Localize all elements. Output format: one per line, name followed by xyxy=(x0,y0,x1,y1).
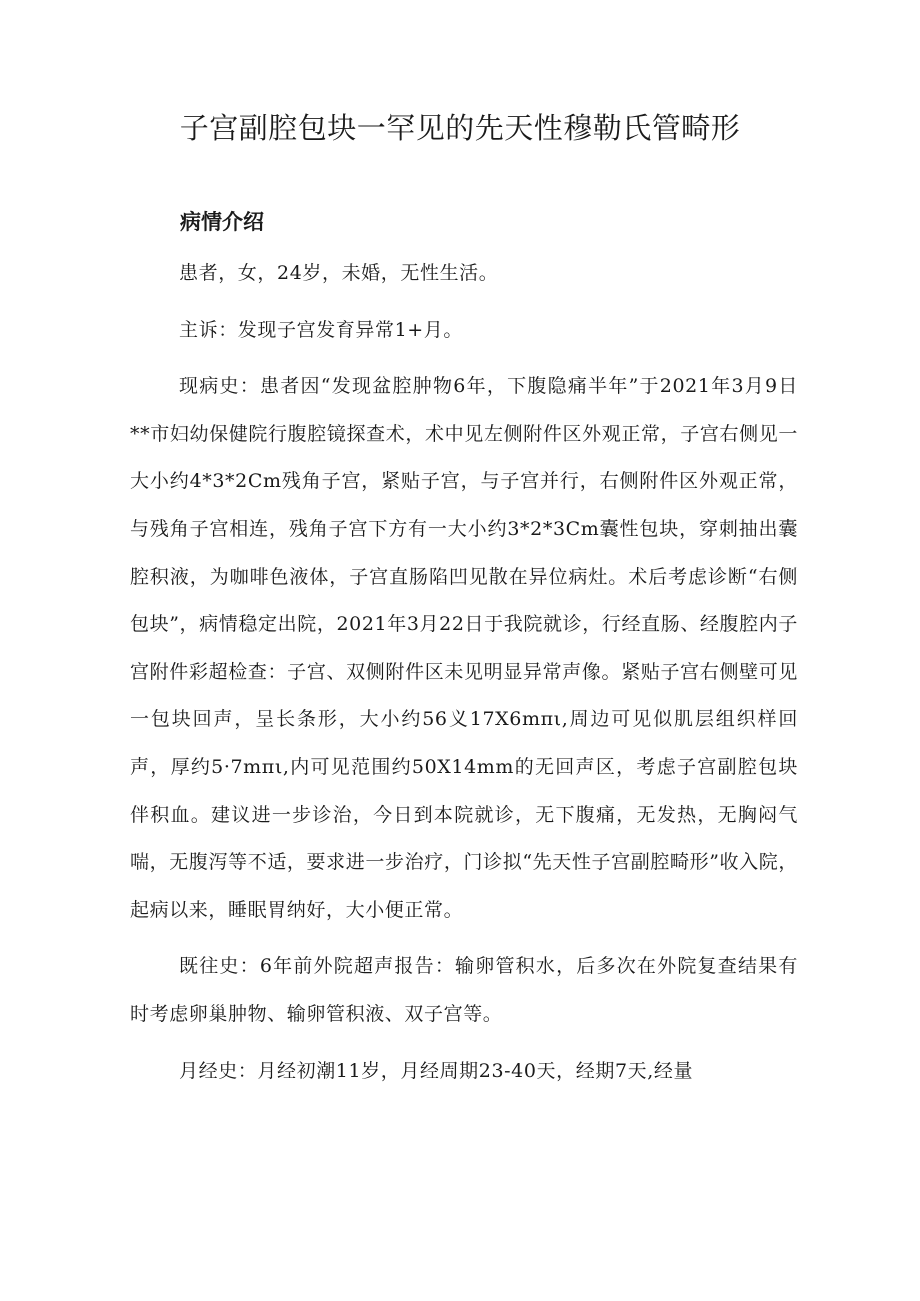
patient-info-paragraph: 患者，女，24岁，未婚，无性生活。 xyxy=(179,262,499,284)
document-title: 子宫副腔包块一罕见的先天性穆勒氏管畸形 xyxy=(179,111,741,145)
menstrual-history-paragraph: 月经史：月经初潮11岁，月经周期23-40天，经期7天,经量 xyxy=(179,1059,694,1082)
section-heading: 病情介绍 xyxy=(180,210,264,234)
present-history-paragraph: 现病史：患者因“发现盆腔肿物6年，下腹隐痛半年”于2021年3月9日**市妇幼保健院行腹腔镜探查术，术中见左侧附件区外观正常，子宫右侧见一大小约4*3*2Cm残角子宫，紧贴子宫，与子宫并行，右侧附件区外观正常，与残角子宫相连，残角子宫下方有一大小约3*2*3Cm囊性包块，穿刺抽出囊腔积液，为咖啡色液体，子宫直肠陷凹见散在异位病灶。术后考虑诊断“右侧包块”，病情稳定出院，2021年3月22日于我院就诊，行经直肠、经腹腔内子宫附件彩超检查：子宫、双侧附件区未见明显异常声像。紧贴子宫右侧壁可见一包块回声，呈长条形，大小约56义17X6mπι,周边可见似肌层组织样回声，厚约5·7mπι,内可见范围约50X14mm的无回声区，考虑子宫副腔包块伴积血。建议进一步诊治，今日到本院就诊，无下腹痛，无发热，无胸闷气喘，无腹泻等不适，要求进一步治疗，门诊拟“先天性子宫副腔畸形”收入院，起病以来，睡眠胃纳好，大小便正常。 xyxy=(130,375,798,921)
document-body xyxy=(130,250,798,1104)
chief-complaint-paragraph: 主诉：发现子宫发育异常1+月。 xyxy=(179,318,464,341)
past-history-paragraph: 既往史：6年前外院超声报告：输卵管积水，后多次在外院复查结果有时考虑卵巢肿物、输卵管积液、双子宫等。 xyxy=(130,955,798,1025)
